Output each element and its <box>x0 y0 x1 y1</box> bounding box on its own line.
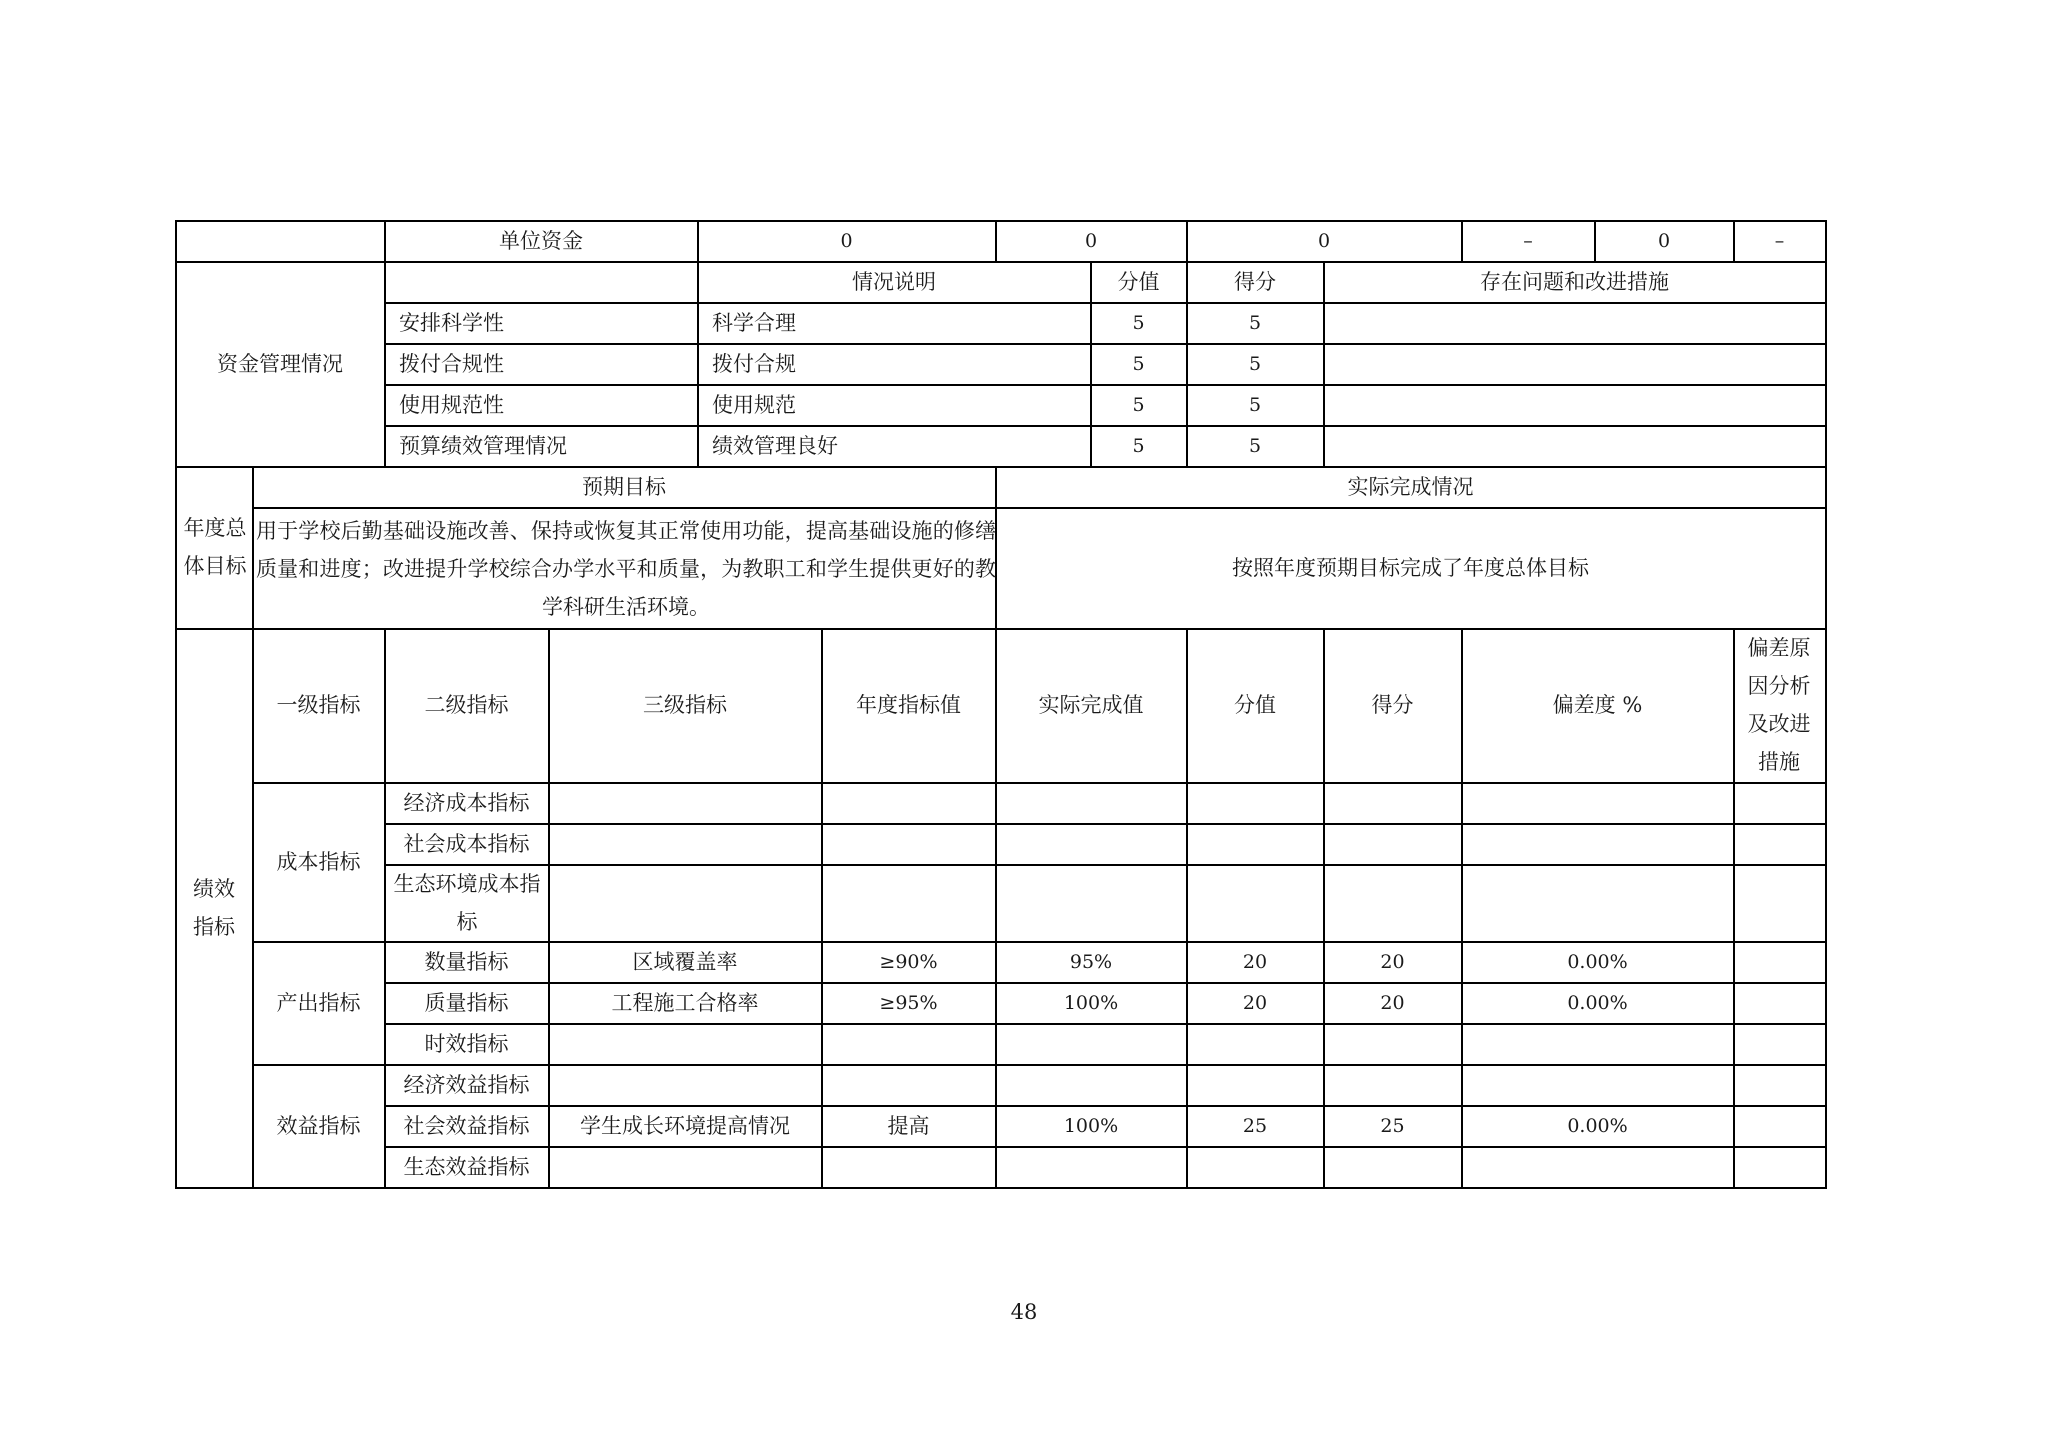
score-cell: 20 <box>1380 950 1405 973</box>
level3-cell: 区域覆盖率 <box>632 949 738 974</box>
header-actual-value: 实际完成值 <box>1038 693 1144 717</box>
score-value-cell: 25 <box>1242 1114 1268 1137</box>
fm-score-value: 5 <box>1132 434 1145 457</box>
level1-output: 产出指标 <box>276 990 361 1015</box>
header-deviation-analysis: 偏差原因分析及改进措施 <box>1747 636 1811 774</box>
fm-score: 5 <box>1248 311 1262 334</box>
level2-cell: 质量指标 <box>424 990 509 1015</box>
score-cell: 25 <box>1380 1114 1405 1137</box>
fm-item: 使用规范性 <box>399 392 504 417</box>
divider <box>385 864 1826 866</box>
level3-cell: 工程施工合格率 <box>611 990 759 1015</box>
level2-cell: 经济效益指标 <box>403 1072 530 1097</box>
header-score-value: 分值 <box>1234 693 1276 717</box>
header-description: 情况说明 <box>852 269 936 294</box>
header-score: 得分 <box>1371 693 1414 717</box>
actual-value-cell: 100% <box>1063 1114 1119 1137</box>
actual-value-cell: 95% <box>1069 950 1113 973</box>
unit-funds-value: – <box>1523 229 1533 252</box>
level2-cell: 社会效益指标 <box>403 1113 530 1138</box>
fm-score: 5 <box>1248 352 1262 375</box>
fm-score-value: 5 <box>1132 393 1145 416</box>
actual-completion-header: 实际完成情况 <box>1347 474 1474 499</box>
fm-item: 拨付合规性 <box>399 351 504 376</box>
level2-cell: 时效指标 <box>424 1031 509 1056</box>
unit-funds-label: 单位资金 <box>499 228 583 253</box>
header-level3: 三级指标 <box>643 693 727 717</box>
level1-cost: 成本指标 <box>276 849 361 874</box>
deviation-cell: 0.00% <box>1567 950 1628 973</box>
level2-cell: 生态环境成本指标 <box>393 871 541 934</box>
fm-description: 使用规范 <box>712 392 796 417</box>
header-level1: 一级指标 <box>276 693 361 717</box>
unit-funds-value: 0 <box>1084 229 1098 252</box>
score-value-cell: 20 <box>1242 991 1268 1014</box>
annual-goal-label: 年度总体目标 <box>183 516 247 578</box>
fm-score: 5 <box>1248 393 1262 416</box>
performance-label: 绩效指标 <box>193 876 235 939</box>
fm-score: 5 <box>1248 434 1262 457</box>
actual-completion-text: 按照年度预期目标完成了年度总体目标 <box>1232 555 1589 580</box>
unit-funds-value: 0 <box>1657 229 1671 252</box>
score-cell: 20 <box>1380 991 1405 1014</box>
header-deviation: 偏差度 % <box>1552 693 1643 717</box>
level2-cell: 经济成本指标 <box>403 790 530 815</box>
unit-funds-value: – <box>1774 229 1785 252</box>
divider <box>385 1146 1826 1148</box>
level2-cell: 社会成本指标 <box>403 831 530 856</box>
header-annual-target: 年度指标值 <box>856 693 961 717</box>
header-score: 得分 <box>1234 269 1276 294</box>
annual-target-cell: ≥90% <box>879 950 938 973</box>
fm-issues <box>1324 302 1825 343</box>
fm-score-value: 5 <box>1132 311 1145 334</box>
fm-issues <box>1324 384 1825 425</box>
unit-funds-value: 0 <box>840 229 853 252</box>
fm-issues <box>1324 343 1825 384</box>
deviation-cell: 0.00% <box>1567 991 1628 1014</box>
expected-goal-text: 用于学校后勤基础设施改善、保持或恢复其正常使用功能，提高基础设施的修缮质量和进度；改进提升学校综合办学水平和质量，为教职工和学生提供更好的教学科研生活环境。 <box>256 519 996 619</box>
level2-cell: 生态效益指标 <box>403 1154 530 1179</box>
divider <box>385 823 1826 825</box>
divider <box>385 1023 1826 1025</box>
header-level2: 二级指标 <box>424 693 509 717</box>
header-score-value: 分值 <box>1117 269 1160 294</box>
deviation-cell: 0.00% <box>1567 1114 1628 1137</box>
expected-goal-header: 预期目标 <box>582 474 666 499</box>
level2-cell: 数量指标 <box>424 949 509 974</box>
score-value-cell: 20 <box>1242 950 1268 973</box>
fm-description: 拨付合规 <box>712 351 796 376</box>
border-bottom <box>176 1187 1826 1189</box>
fm-description: 科学合理 <box>712 310 796 335</box>
fm-description: 绩效管理良好 <box>712 433 838 458</box>
header-issues: 存在问题和改进措施 <box>1480 269 1669 294</box>
actual-value-cell: 100% <box>1063 991 1119 1014</box>
fm-item: 预算绩效管理情况 <box>399 433 567 458</box>
annual-target-cell: ≥95% <box>879 991 938 1014</box>
fm-score-value: 5 <box>1132 352 1145 375</box>
fm-item: 安排科学性 <box>399 310 504 335</box>
level1-benefit: 效益指标 <box>276 1113 361 1138</box>
border-right <box>1825 220 1827 1189</box>
annual-target-cell: 提高 <box>887 1113 930 1138</box>
divider <box>1733 628 1735 1189</box>
level3-cell: 学生成长环境提高情况 <box>580 1113 790 1138</box>
fm-issues <box>1324 425 1825 466</box>
unit-funds-value: 0 <box>1317 229 1331 252</box>
page-number: 48 <box>1010 1300 1038 1324</box>
fund-management-label: 资金管理情况 <box>217 351 343 376</box>
